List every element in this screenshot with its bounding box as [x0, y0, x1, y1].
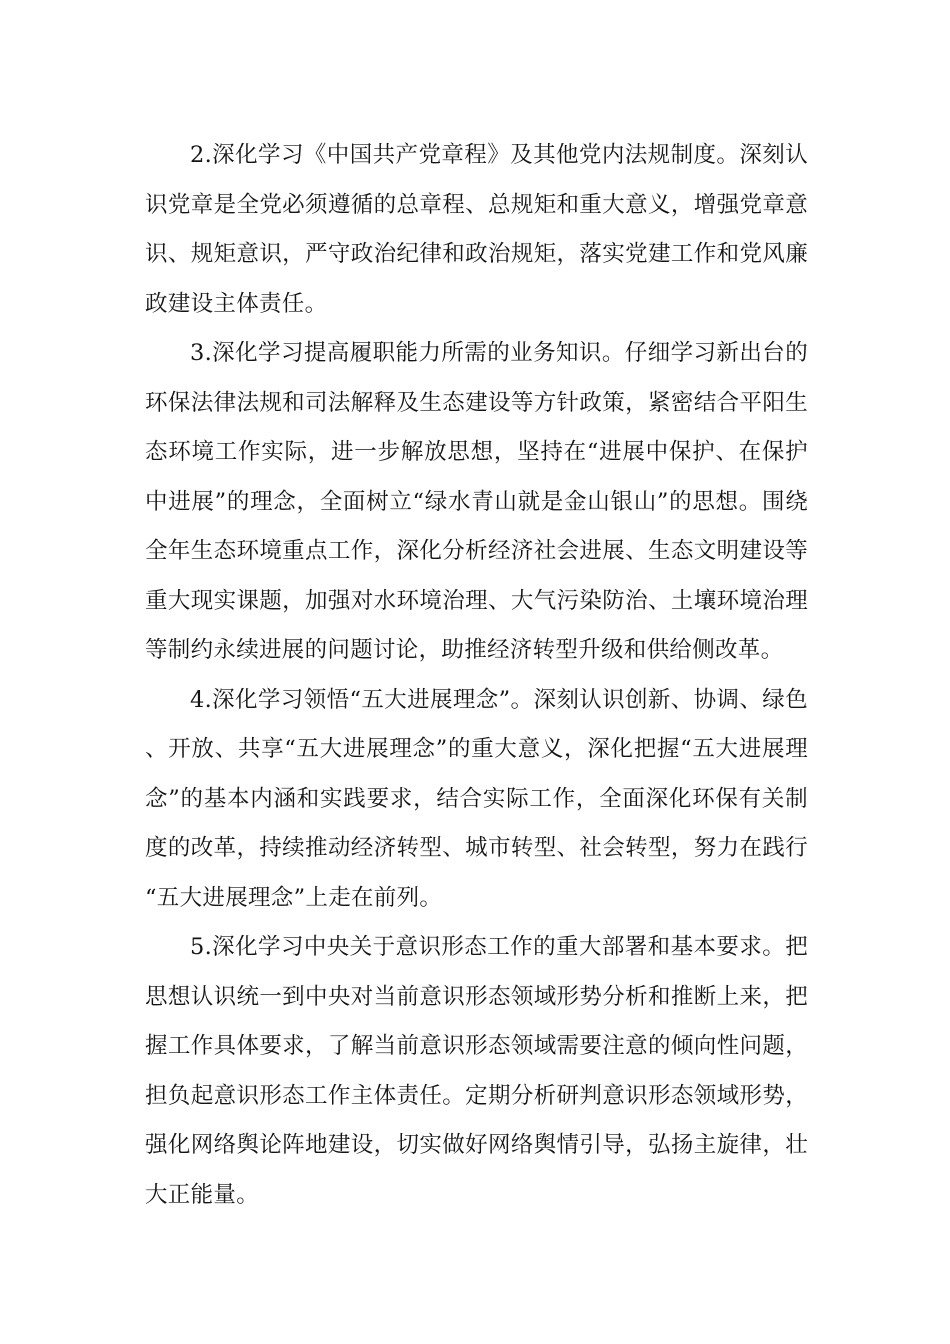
paragraph-item-2: 2.深化学习《中国共产党章程》及其他党内法规制度。深刻认识党章是全党必须遵循的总章程、总规矩和重大意义，增强党章意识、规矩意识，严守政治纪律和政治规矩，落实党建工作和党风廉政建设主体责任。	[145, 142, 808, 317]
paragraph-item-5: 5.深化学习中央关于意识形态工作的重大部署和基本要求。把思想认识统一到中央对当前意识形态领域形势分析和推断上来，把握工作具体要求，了解当前意识形态领域需要注意的倾向性问题，担负起意识形态工作主体责任。定期分析研判意识形态领域形势，强化网络舆论阵地建设，切实做好网络舆情引导，弘扬主旋律，壮大正能量。	[145, 934, 808, 1208]
paragraph-item-4: 4.深化学习领悟“五大进展理念”。深刻认识创新、协调、绿色、开放、共享“五大进展理念”的重大意义，深化把握“五大进展理念”的基本内涵和实践要求，结合实际工作，全面深化环保有关制度的改革，持续推动经济转型、城市转型、社会转型，努力在践行“五大进展理念”上走在前列。	[145, 686, 808, 911]
paragraph-item-3: 3.深化学习提高履职能力所需的业务知识。仔细学习新出台的环保法律法规和司法解释及生态建设等方针政策，紧密结合平阳生态环境工作实际，进一步解放思想，坚持在“进展中保护、在保护中进展”的理念，全面树立“绿水青山就是金山银山”的思想。围绕全年生态环境重点工作，深化分析经济社会进展、生态文明建设等重大现实课题，加强对水环境治理、大气污染防治、土壤环境治理等制约永续进展的问题讨论，助推经济转型升级和供给侧改革。	[145, 340, 808, 663]
document-body	[145, 131, 808, 1220]
